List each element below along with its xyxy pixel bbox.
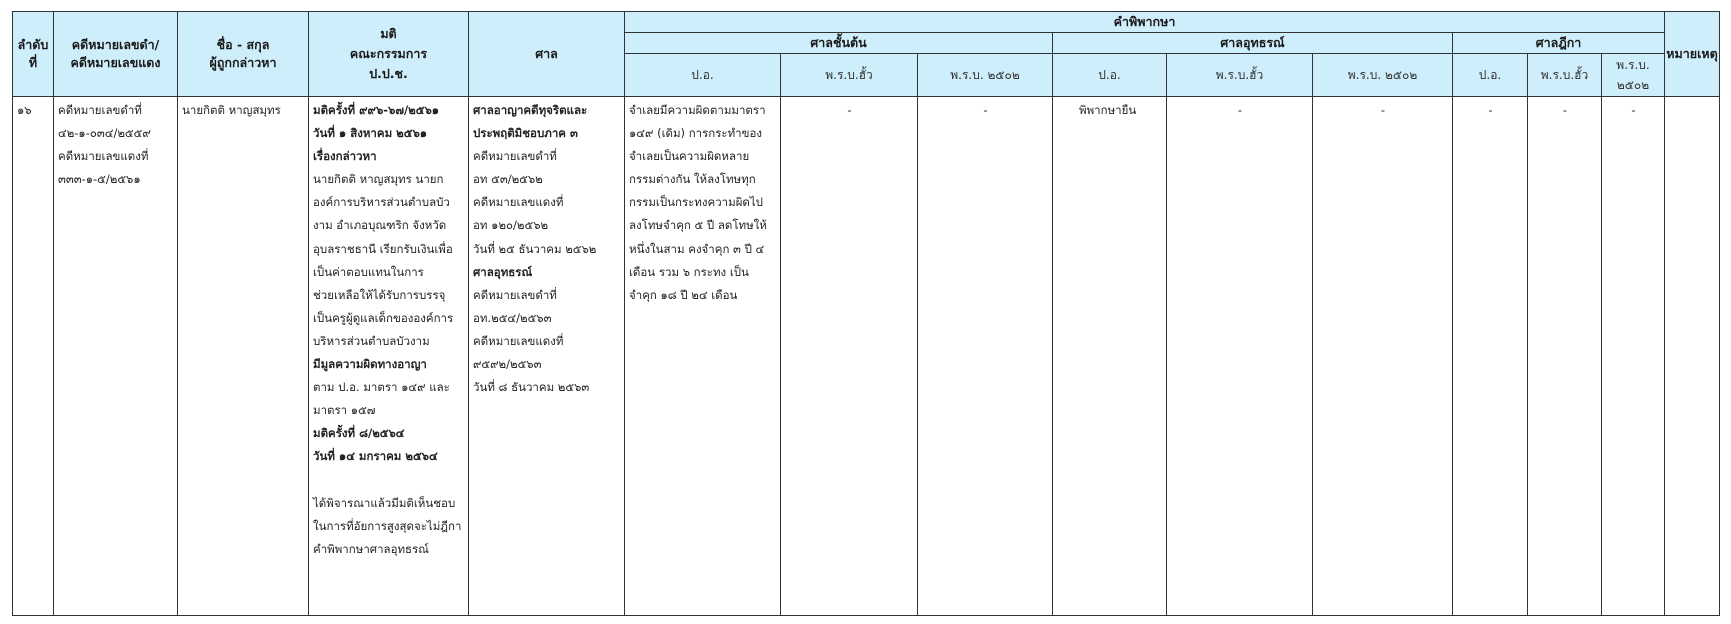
text-line: คดีหมายเลขแดงที่ — [473, 333, 564, 348]
text-line: เรื่องกล่าวหา — [313, 149, 377, 164]
text-line: หนึ่งในสาม คงจำคุก ๓ ปี ๔ — [629, 241, 765, 256]
header-remark: หมายเหตุ — [1665, 12, 1720, 97]
cell-resolution — [309, 97, 469, 616]
header-court: ศาล — [469, 12, 625, 97]
text-line: คดีหมายเลขดำที่ — [58, 103, 142, 117]
header-nacc-resolution: มติ คณะกรรมการ ป.ป.ช. — [309, 12, 469, 97]
cell-supreme-prb-old: - — [1528, 97, 1602, 616]
cell-case-no — [54, 97, 178, 616]
cell-no: ๑๖ — [13, 97, 54, 616]
text-line: วันที่ ๒๕ ธันวาคม ๒๕๖๒ — [473, 241, 597, 256]
text-line: กรรมเป็นกระทงความผิดไป — [629, 195, 763, 210]
text-line: อท ๑๒๐/๒๕๖๒ — [473, 218, 549, 233]
text-line: ศาลอุทธรณ์ — [473, 264, 533, 279]
cell-appeal-prb-2502: - — [1313, 97, 1453, 616]
text-line: ๑๔๙ (เดิม) การกระทำของ — [629, 126, 763, 141]
text-line: วันที่ ๑๔ มกราคม ๒๕๖๔ — [313, 449, 438, 464]
text-line: เป็นค่าตอบแทนในการ — [313, 264, 424, 279]
text-line: ๓๓๓-๑-๕/๒๕๖๑ — [58, 172, 141, 187]
text-line: มาตรา ๑๕๗ — [313, 403, 376, 418]
header-first-po: ป.อ. — [625, 54, 781, 97]
cell-court — [469, 97, 625, 616]
header-no: ลำดับ ที่ — [13, 12, 54, 97]
header-appeal-prb-old: พ.ร.บ.ฮั้ว — [1167, 54, 1313, 97]
cell-supreme-po: - — [1453, 97, 1528, 616]
text-line: ๔๒-๑-๐๓๔/๒๕๕๙ — [58, 126, 151, 141]
text-line: งาม อำเภอบุณฑริก จังหวัด — [313, 218, 447, 233]
cell-appeal-po: พิพากษายืน — [1053, 97, 1167, 616]
header-appeal-po: ป.อ. — [1053, 54, 1167, 97]
text-line: อุบลราชธานี เรียกรับเงินเพื่อ — [313, 241, 453, 256]
text-line: ศาลอาญาคดีทุจริตและ — [473, 103, 588, 117]
text-line: จำเลยมีความผิดตามมาตรา — [629, 103, 766, 117]
header-accused-name: ชื่อ - สกุล ผู้ถูกกล่าวหา — [178, 12, 309, 97]
text-line: เป็นครูผู้ดูแลเด็กขององค์การ — [313, 310, 454, 325]
text-line: จำเลยเป็นความผิดหลาย — [629, 149, 750, 164]
text-line: ๙๕๙๒/๒๕๖๓ — [473, 357, 542, 372]
header-case-no: คดีหมายเลขดำ/ คดีหมายเลขแดง — [54, 12, 178, 97]
cell-first-prb-old: - — [781, 97, 918, 616]
text-line: อท.๒๕๔/๒๕๖๓ — [473, 310, 552, 325]
text-line: องค์การบริหารส่วนตำบลบัว — [313, 195, 450, 210]
header-appeal-prb-2502: พ.ร.บ. ๒๕๐๒ — [1313, 54, 1453, 97]
header-supreme-prb-old: พ.ร.บ.ฮั้ว — [1528, 54, 1602, 97]
text-line: ช่วยเหลือให้ได้รับการบรรจุ — [313, 287, 446, 302]
judgment-table — [12, 11, 1720, 616]
cell-first-po — [625, 97, 781, 616]
text-line: ตาม ป.อ. มาตรา ๑๔๙ และ — [313, 380, 450, 395]
text-line: วันที่ ๘ ธันวาคม ๒๕๖๓ — [473, 380, 590, 395]
header-supreme-prb-2502: พ.ร.บ. ๒๕๐๒ — [1602, 54, 1665, 97]
header-first-prb-old: พ.ร.บ.ฮั้ว — [781, 54, 918, 97]
text-line: เดือน รวม ๖ กระทง เป็น — [629, 264, 749, 279]
text-line: จำคุก ๑๘ ปี ๒๔ เดือน — [629, 287, 738, 302]
header-first-prb-2502: พ.ร.บ. ๒๕๐๒ — [918, 54, 1053, 97]
text-line: ประพฤติมิชอบภาค ๓ — [473, 126, 578, 141]
table-row — [13, 97, 1720, 616]
text-line: นายกิตติ หาญสมุทร นายก — [313, 172, 444, 187]
header-supreme-po: ป.อ. — [1453, 54, 1528, 97]
cell-remark — [1665, 97, 1720, 616]
text-line: คดีหมายเลขดำที่ — [473, 287, 557, 302]
header-supreme-court: ศาลฎีกา — [1453, 33, 1665, 54]
text-line: มติครั้งที่ ๘/๒๕๖๔ — [313, 426, 405, 441]
cell-accused-name: นายกิตติ หาญสมุทร — [178, 97, 309, 616]
text-line: อท ๕๓/๒๕๖๒ — [473, 172, 543, 187]
text-line: วันที่ ๑ สิงหาคม ๒๕๖๑ — [313, 126, 428, 141]
header-appeal-court: ศาลอุทธรณ์ — [1053, 33, 1453, 54]
text-line: คำพิพากษาศาลอุทธรณ์ — [313, 541, 429, 556]
text-line: บริหารส่วนตำบลบัวงาม — [313, 333, 430, 348]
text-line: คดีหมายเลขแดงที่ — [473, 195, 564, 210]
cell-appeal-prb-old: - — [1167, 97, 1313, 616]
text-line: ลงโทษจำคุก ๕ ปี ลดโทษให้ — [629, 218, 767, 233]
cell-first-prb-2502: - — [918, 97, 1053, 616]
text-line: กรรมต่างกัน ให้ลงโทษทุก — [629, 172, 756, 187]
text-line: มติครั้งที่ ๙๙๖-๖๗/๒๕๖๑ — [313, 103, 440, 117]
text-line: คดีหมายเลขแดงที่ — [58, 149, 149, 164]
cell-supreme-prb-2502: - — [1602, 97, 1665, 616]
text-line: มีมูลความผิดทางอาญา — [313, 357, 427, 372]
text-line: คดีหมายเลขดำที่ — [473, 149, 557, 164]
text-line: ในการที่อัยการสูงสุดจะไม่ฎีกา — [313, 518, 462, 533]
text-line — [313, 469, 465, 492]
header-judgment: คำพิพากษา — [625, 12, 1665, 33]
header-first-court: ศาลชั้นต้น — [625, 33, 1053, 54]
text-line: ได้พิจารณาแล้วมีมติเห็นชอบ — [313, 495, 456, 510]
